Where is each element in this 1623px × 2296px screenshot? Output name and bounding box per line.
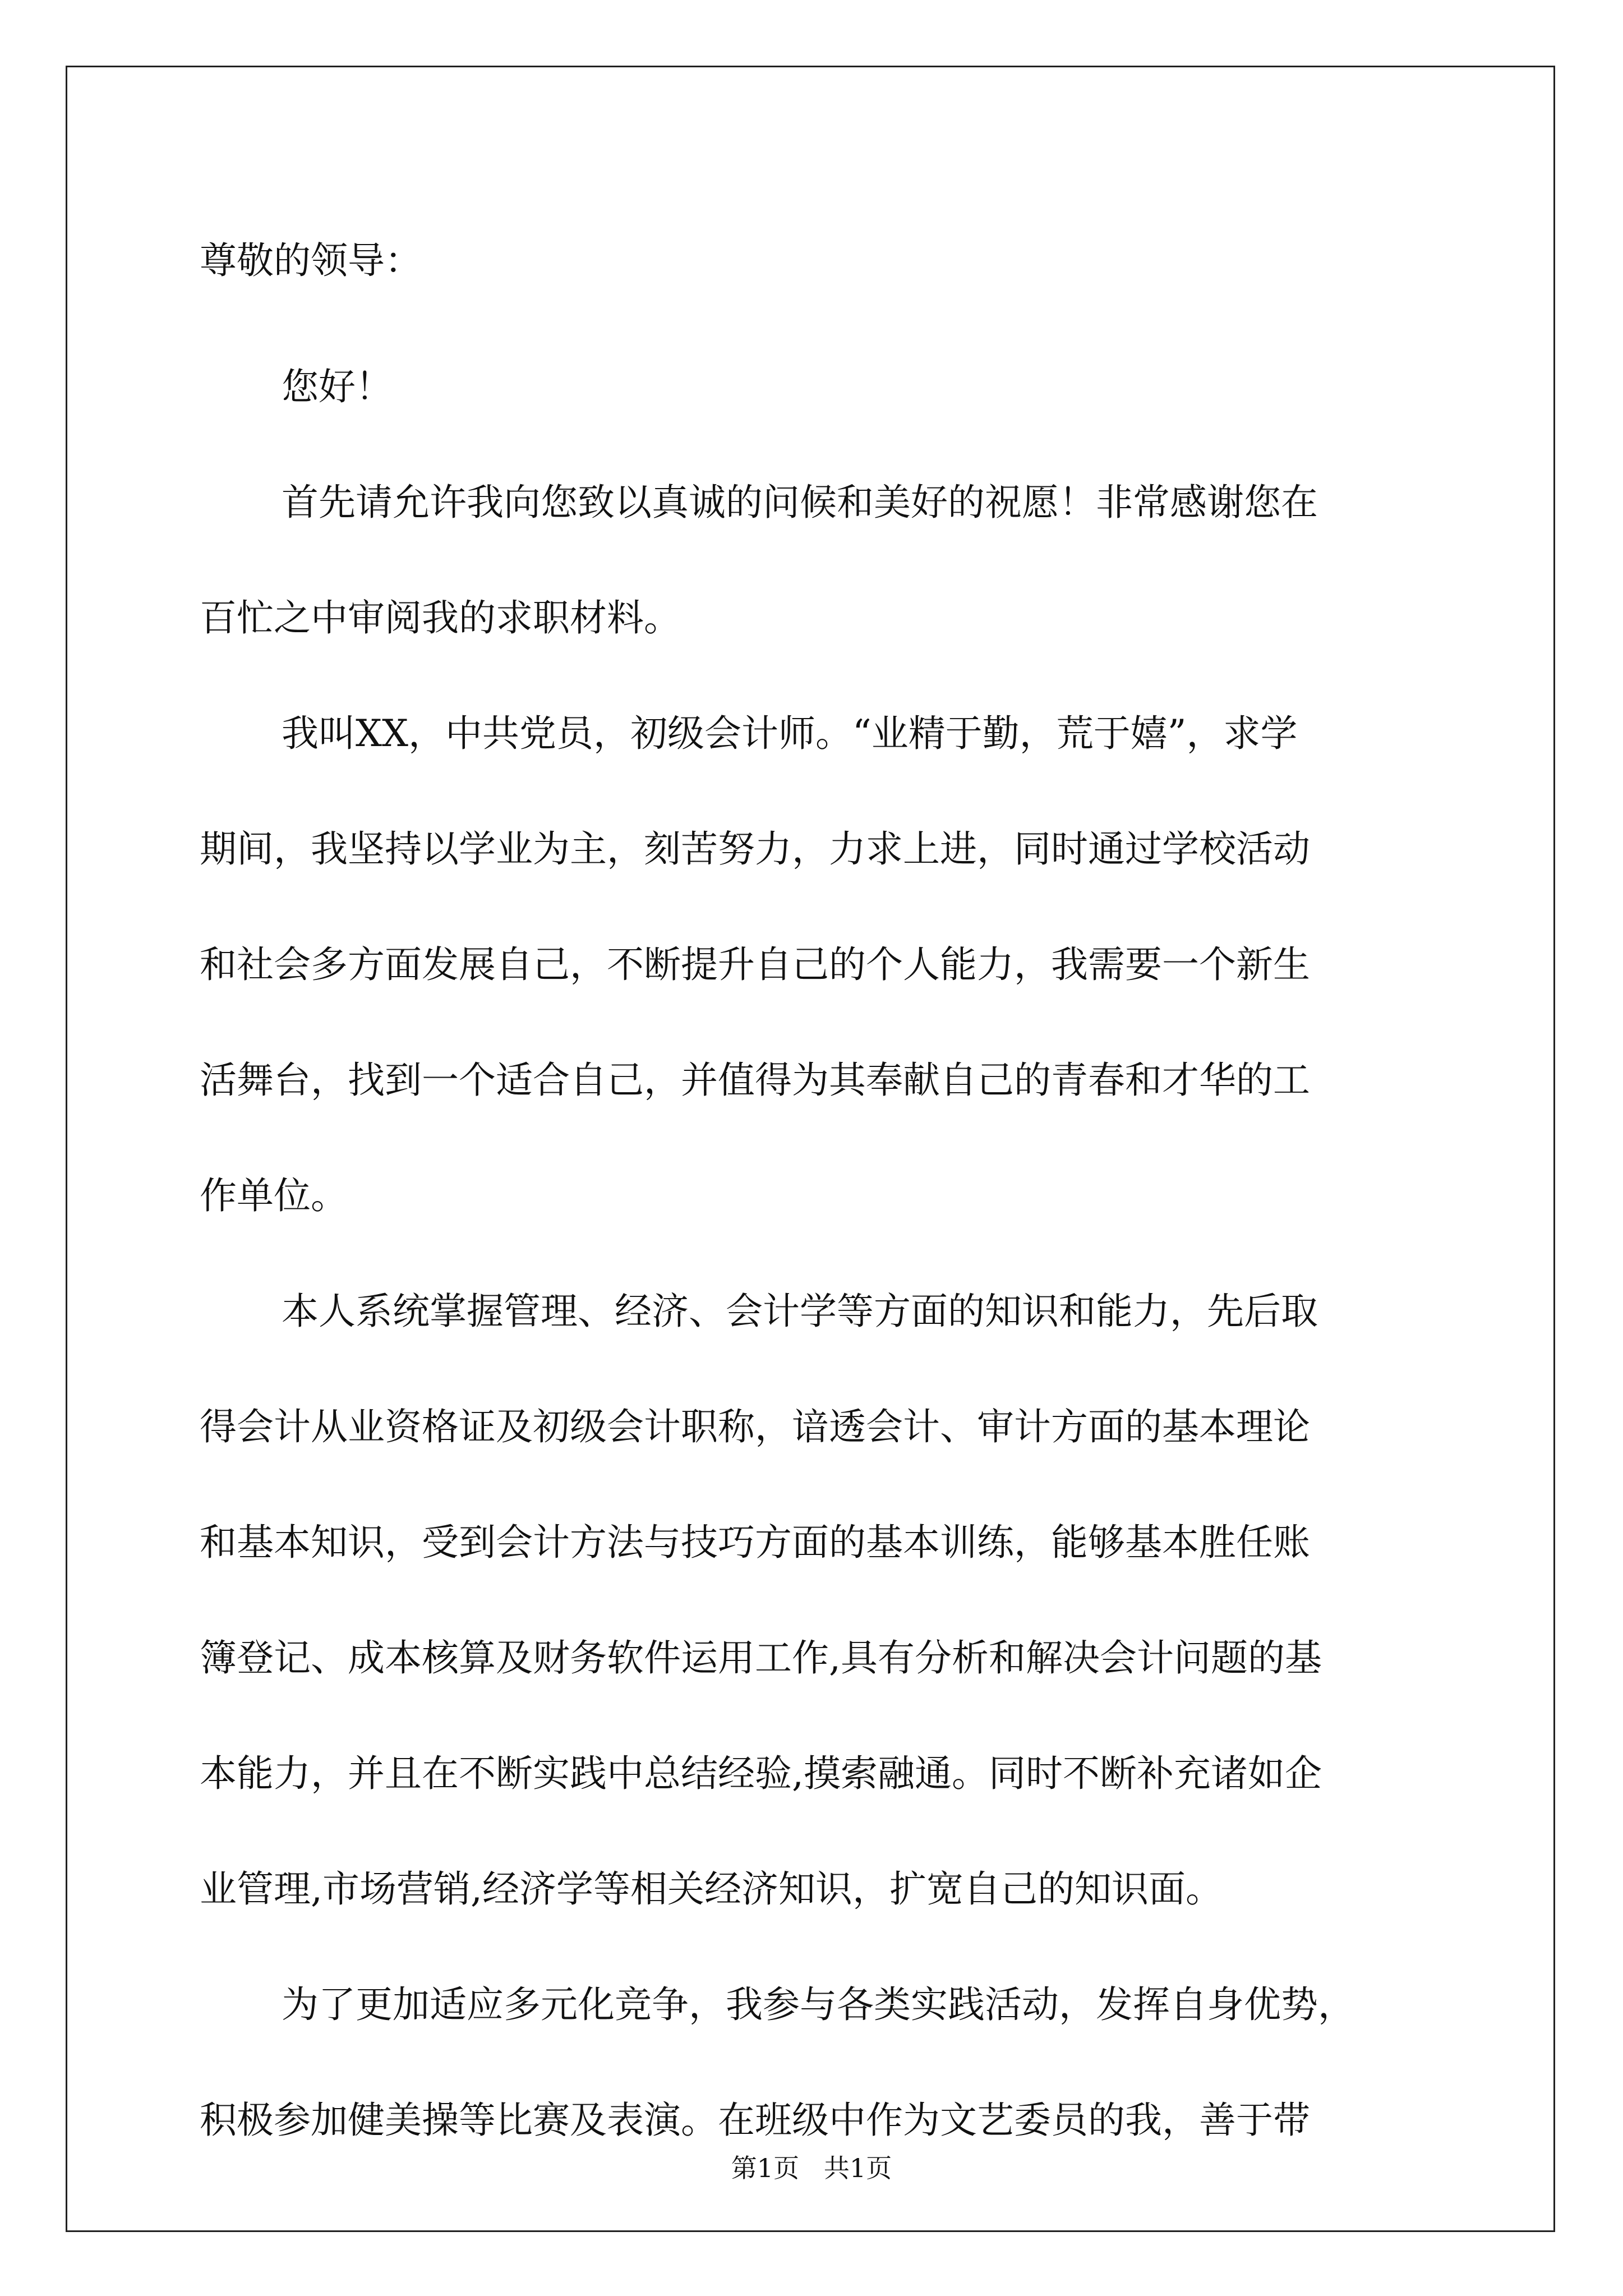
paragraph-line: 活舞台，找到一个适合自己，并值得为其奉献自己的青春和才华的工 [200,1059,1310,1102]
letter-body [200,227,1433,2178]
paragraph-line: 期间，我坚持以学业为主，刻苦努力，力求上进，同时通过学校活动 [200,827,1310,871]
salutation: 尊敬的领导： [200,239,422,282]
paragraph-line: 和社会多方面发展自己，不断提升自己的个人能力，我需要一个新生 [200,943,1310,986]
paragraph-line: 簿登记、成本核算及财务软件运用工作,具有分析和解决会计问题的基 [200,1636,1322,1680]
paragraph-line: 业管理,市场营销,经济学等相关经济知识，扩宽自己的知识面。 [200,1867,1223,1911]
paragraph-line: 本能力，并且在不断实践中总结经验,摸索融通。同时不断补充诸如企 [200,1752,1322,1795]
paragraph-line: 您好！ [282,365,393,408]
paragraph [200,329,1433,445]
paragraph-line: 和基本知识，受到会计方法与技巧方面的基本训练，能够基本胜任账 [200,1521,1310,1564]
paragraph [200,1254,1433,1947]
paragraph-line: 为了更加适应多元化竞争，我参与各类实践活动，发挥自身优势， [282,1983,1355,2026]
paragraph-line: 首先请允许我向您致以真诚的问候和美好的祝愿！非常感谢您在 [282,481,1318,524]
paragraph-line: 积极参加健美操等比赛及表演。在班级中作为文艺委员的我，善于带 [200,2099,1310,2142]
paragraph-line: 百忙之中审阅我的求职材料。 [200,596,681,639]
paragraph-line: 作单位。 [200,1174,348,1217]
paragraph [200,1947,1433,2178]
paragraph [200,676,1433,1254]
paragraph-line: 我叫XX，中共党员，初级会计师。“业精于勤，荒于嬉”，求学 [282,712,1298,755]
page-number-footer: 第1页 共1页 [731,2153,892,2183]
paragraph-line: 得会计从业资格证及初级会计职称，谙透会计、审计方面的基本理论 [200,1405,1310,1448]
paragraph [200,445,1433,676]
paragraph-line: 本人系统掌握管理、经济、会计学等方面的知识和能力，先后取 [282,1290,1318,1333]
paragraph-list [200,329,1433,2178]
